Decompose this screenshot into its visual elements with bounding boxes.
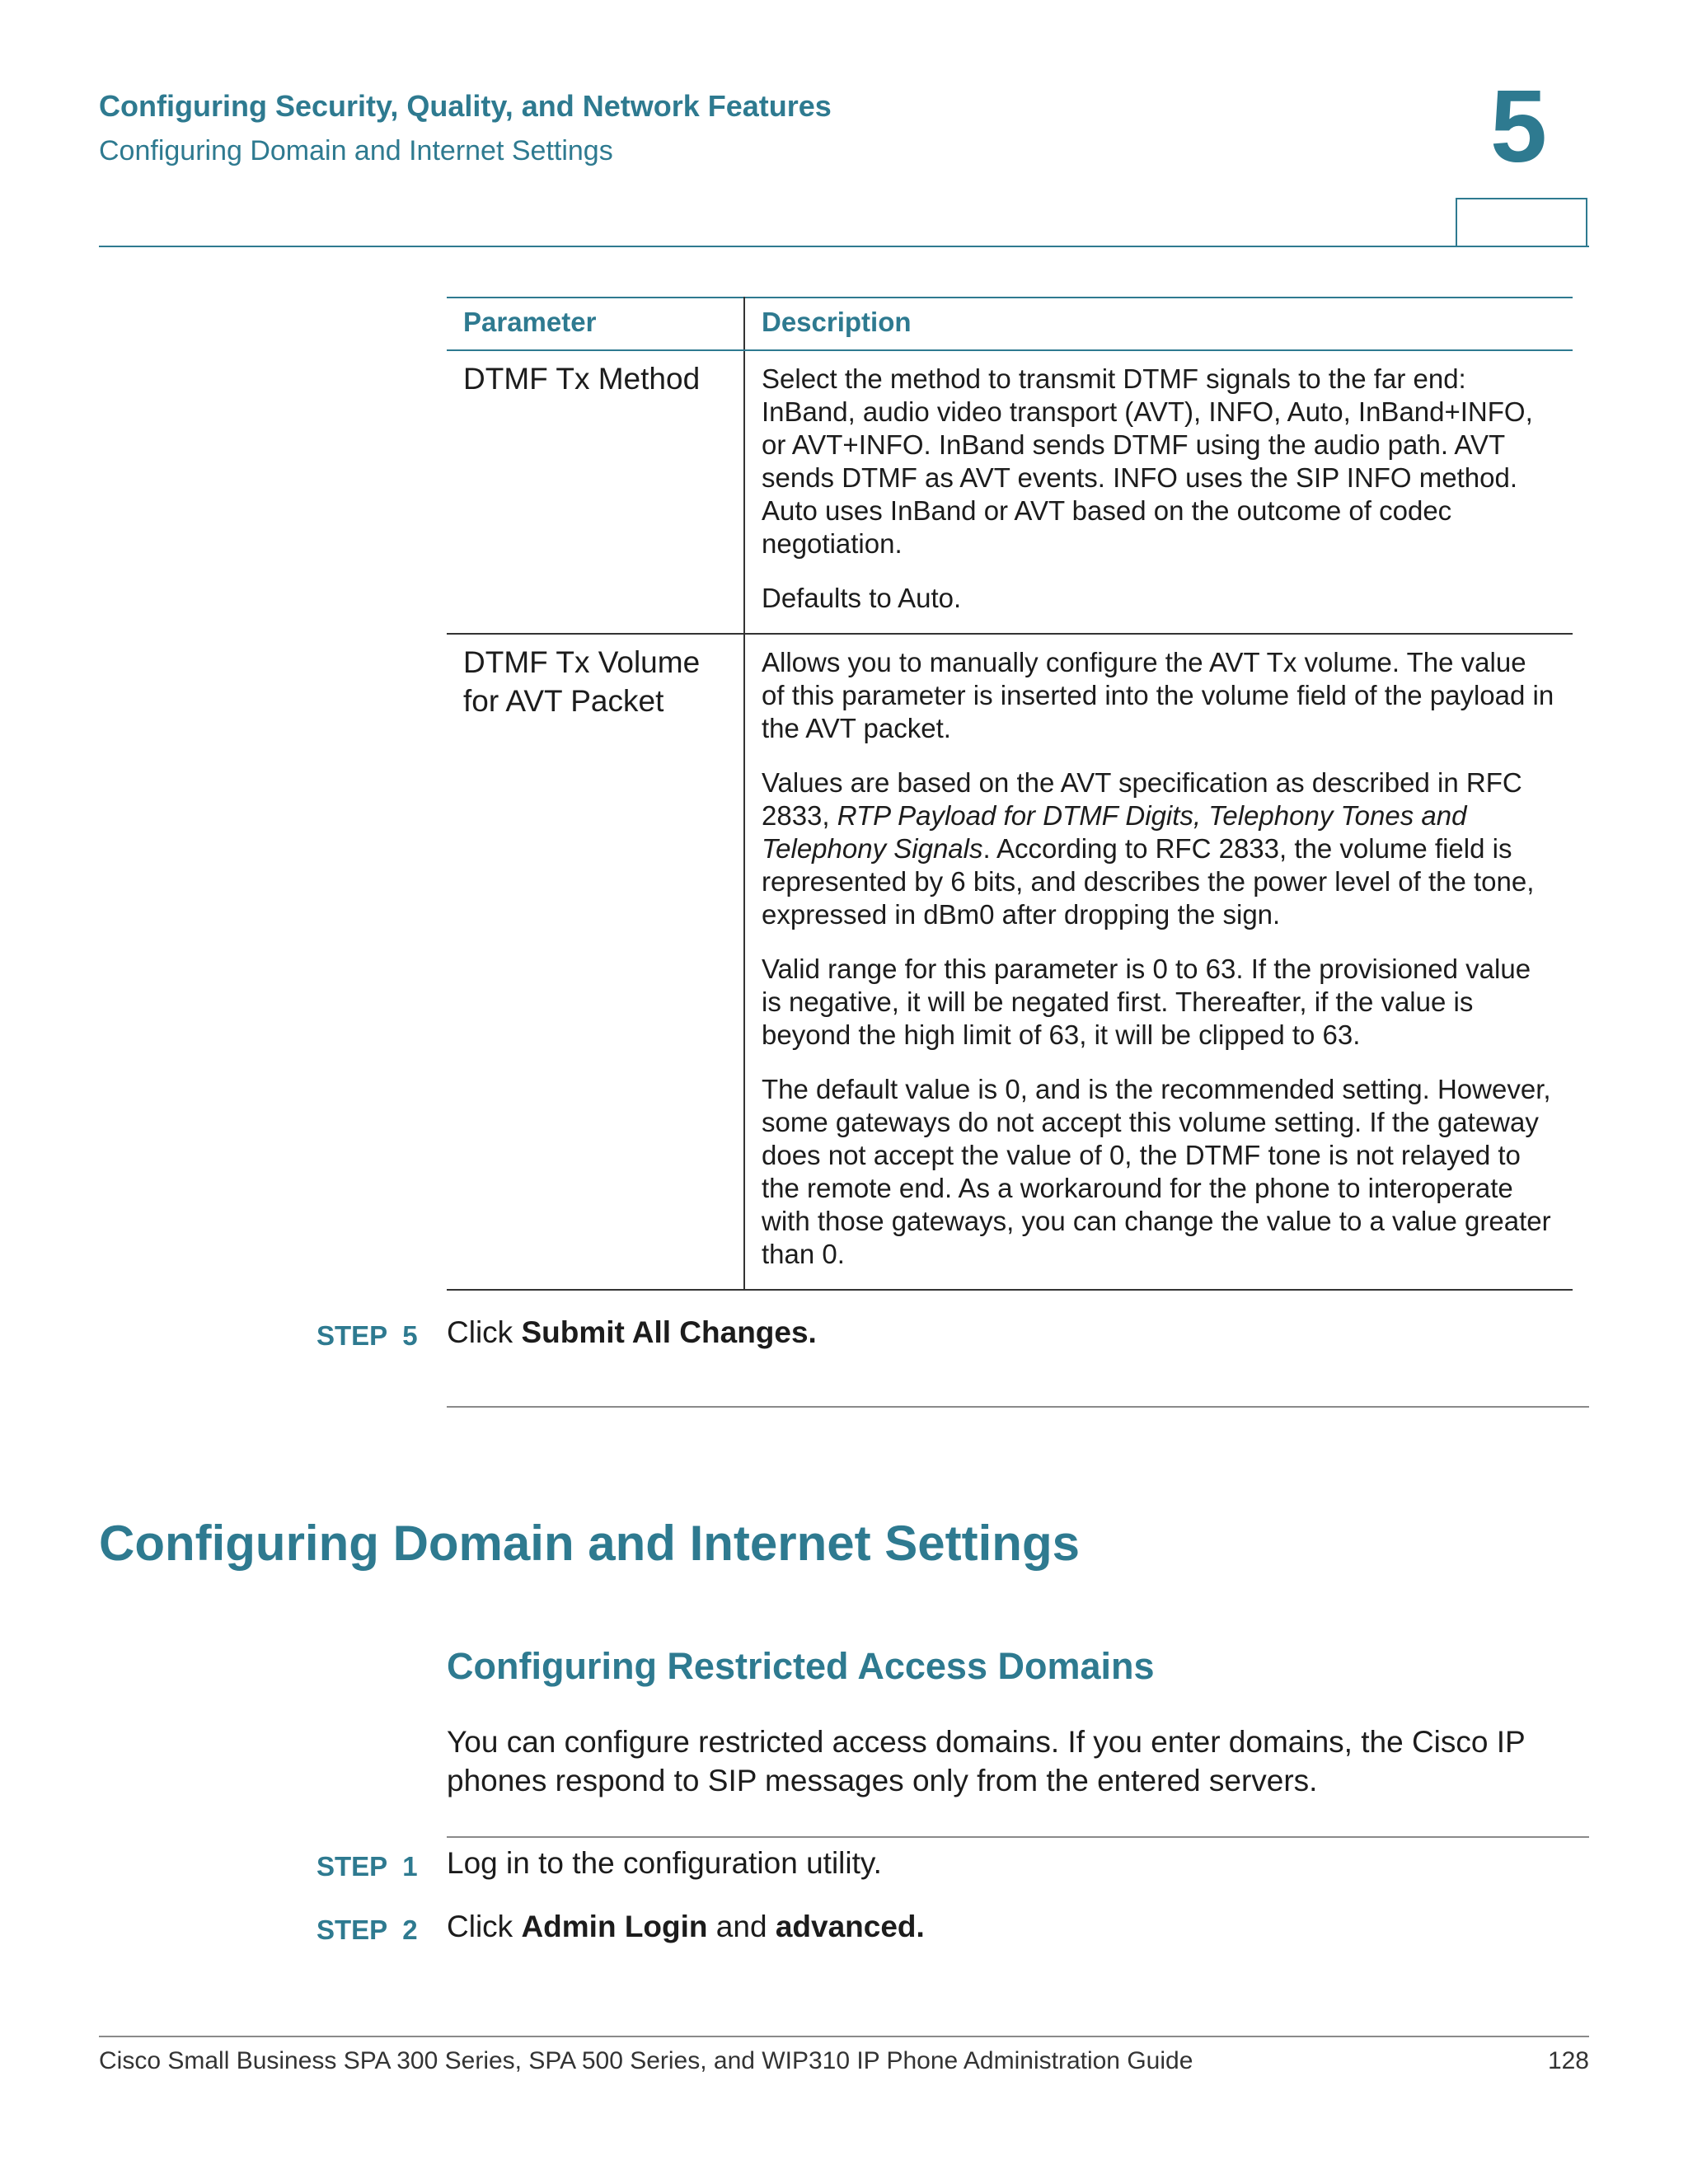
advanced-label: advanced.	[775, 1910, 925, 1943]
description-paragraph: Select the method to transmit DTMF signals to the far end: InBand, audio video transport (AVT), INFO, Auto, InBand+INFO, or AVT+INFO. InBand sends DTMF using the audio path. AVT sends DTMF as AVT events. INFO uses the SIP INFO method. Auto uses InBand or AVT based on the outcome of codec negotiation.	[762, 363, 1533, 559]
chapter-title: Configuring Security, Quality, and Network Features	[99, 89, 832, 123]
column-header-parameter: Parameter	[447, 298, 744, 350]
subsection-title: Configuring Restricted Access Domains	[447, 1645, 1155, 1687]
intro-paragraph: You can configure restricted access domains. If you enter domains, the Cisco IP phones respond to SIP messages only from the entered servers.	[447, 1725, 1526, 1797]
header-divider	[99, 246, 1589, 247]
step-label: STEP 5	[316, 1320, 418, 1351]
footer-guide-title: Cisco Small Business SPA 300 Series, SPA 500 Series, and WIP310 IP Phone Administration Guide	[99, 2047, 1193, 2074]
description-paragraph: The default value is 0, and is the recommended setting. However, some gateways do not accept this volume setting. If the gateway does not accept the value of 0, the DTMF tone is not relayed to the remote end. As a workaround for the phone to interoperate with those gateways, you can change the value to a value greater than 0.	[762, 1074, 1551, 1269]
step-divider	[447, 1836, 1589, 1838]
column-header-description: Description	[744, 298, 1573, 350]
submit-all-changes-label: Submit All Changes.	[521, 1315, 817, 1349]
description-paragraph: Valid range for this parameter is 0 to 63. If the provisioned value is negative, it will be negated first. Thereafter, if the value is beyond the high limit of 63, it will be clipped to 63.	[762, 954, 1531, 1050]
step-label: STEP 1	[316, 1851, 418, 1882]
description-paragraph: Defaults to Auto.	[762, 583, 962, 613]
footer-divider	[99, 2036, 1589, 2037]
step-label: STEP 2	[316, 1915, 418, 1945]
paragraph-text: . According to RFC 2833, the volume field is represented by 6 bits, and describes the power level of the tone, expressed in dBm0 after dropping the sign.	[762, 833, 1535, 930]
rfc-title: RTP Payload for DTMF Digits, Telephony Tones and Telephony Signals	[762, 800, 1467, 864]
parameter-cell: DTMF Tx Method	[447, 350, 744, 634]
table-row	[447, 350, 1573, 634]
admin-login-label: Admin Login	[521, 1910, 708, 1943]
page-number: 128	[1547, 2047, 1589, 2074]
parameter-cell: DTMF Tx Volume for AVT Packet	[447, 634, 744, 1290]
table-header-row	[447, 298, 1573, 350]
section-title: Configuring Domain and Internet Settings	[99, 1516, 1080, 1571]
paragraph-text: Values are based on the AVT specification as described in RFC 2833,	[762, 767, 1522, 831]
description-cell	[744, 634, 1573, 1290]
step-text: Click Submit All Changes.	[447, 1315, 817, 1349]
step-divider	[447, 1406, 1589, 1408]
table-row	[447, 634, 1573, 1290]
description-paragraph: Allows you to manually configure the AVT Tx volume. The value of this parameter is inserted into the volume field of the payload in the AVT packet.	[762, 647, 1554, 743]
section-subtitle: Configuring Domain and Internet Settings	[99, 135, 613, 166]
step-text: Click Admin Login and advanced.	[447, 1910, 925, 1943]
parameter-table	[447, 297, 1573, 1291]
chapter-number: 5	[1490, 70, 1547, 184]
description-cell	[744, 350, 1573, 634]
chapter-number-box	[1456, 198, 1587, 246]
description-paragraph	[762, 766, 1556, 931]
step-text: Log in to the configuration utility.	[447, 1846, 882, 1880]
